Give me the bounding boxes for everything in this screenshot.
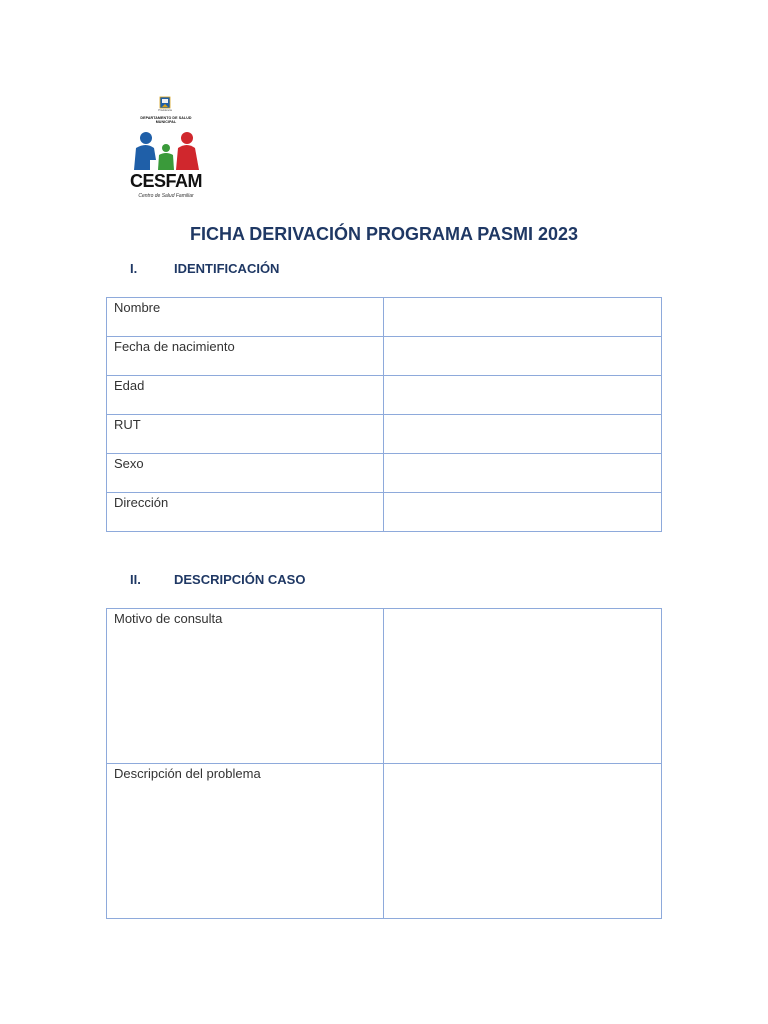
form-title: FICHA DERIVACIÓN PROGRAMA PASMI 2023 <box>189 224 579 244</box>
field-label-edad: Edad <box>107 376 384 415</box>
logo-department: DEPARTAMENTO DE SALUD MUNICIPAL <box>140 116 192 124</box>
table-row <box>107 415 662 454</box>
field-value-fecha-nacimiento[interactable] <box>384 337 662 376</box>
field-value-rut[interactable] <box>384 415 662 454</box>
field-value-direccion[interactable] <box>384 493 662 532</box>
section-title: IDENTIFICACIÓN <box>174 261 280 276</box>
logo-brand-text: CESFAM <box>130 171 203 191</box>
field-label-nombre: Nombre <box>107 298 384 337</box>
logo-seal-caption: Providencia <box>158 109 172 112</box>
field-value-edad[interactable] <box>384 376 662 415</box>
field-value-sexo[interactable] <box>384 454 662 493</box>
section-title: DESCRIPCIÓN CASO <box>174 572 306 587</box>
municipal-seal-icon <box>159 96 171 110</box>
table-row <box>107 609 662 764</box>
field-label-direccion: Dirección <box>107 493 384 532</box>
section-number: II. <box>130 572 141 587</box>
section-heading-descripcion-caso <box>130 572 305 587</box>
table-row <box>107 764 662 919</box>
field-value-descripcion-problema[interactable] <box>384 764 662 919</box>
field-label-rut: RUT <box>107 415 384 454</box>
logo-tagline: Centro de Salud Familiar <box>138 193 194 199</box>
table-row <box>107 454 662 493</box>
field-value-nombre[interactable] <box>384 298 662 337</box>
section-heading-identificacion <box>130 261 279 276</box>
field-label-fecha-nacimiento: Fecha de nacimiento <box>107 337 384 376</box>
field-label-sexo: Sexo <box>107 454 384 493</box>
cesfam-logo <box>130 94 202 204</box>
case-description-table <box>106 608 662 919</box>
section-number: I. <box>130 261 138 276</box>
identification-table <box>106 297 662 532</box>
table-row <box>107 376 662 415</box>
table-row <box>107 337 662 376</box>
field-label-descripcion-problema: Descripción del problema <box>107 764 384 919</box>
table-row <box>107 493 662 532</box>
field-label-motivo-consulta: Motivo de consulta <box>107 609 384 764</box>
field-value-motivo-consulta[interactable] <box>384 609 662 764</box>
table-row <box>107 298 662 337</box>
family-figures-icon <box>132 130 200 170</box>
